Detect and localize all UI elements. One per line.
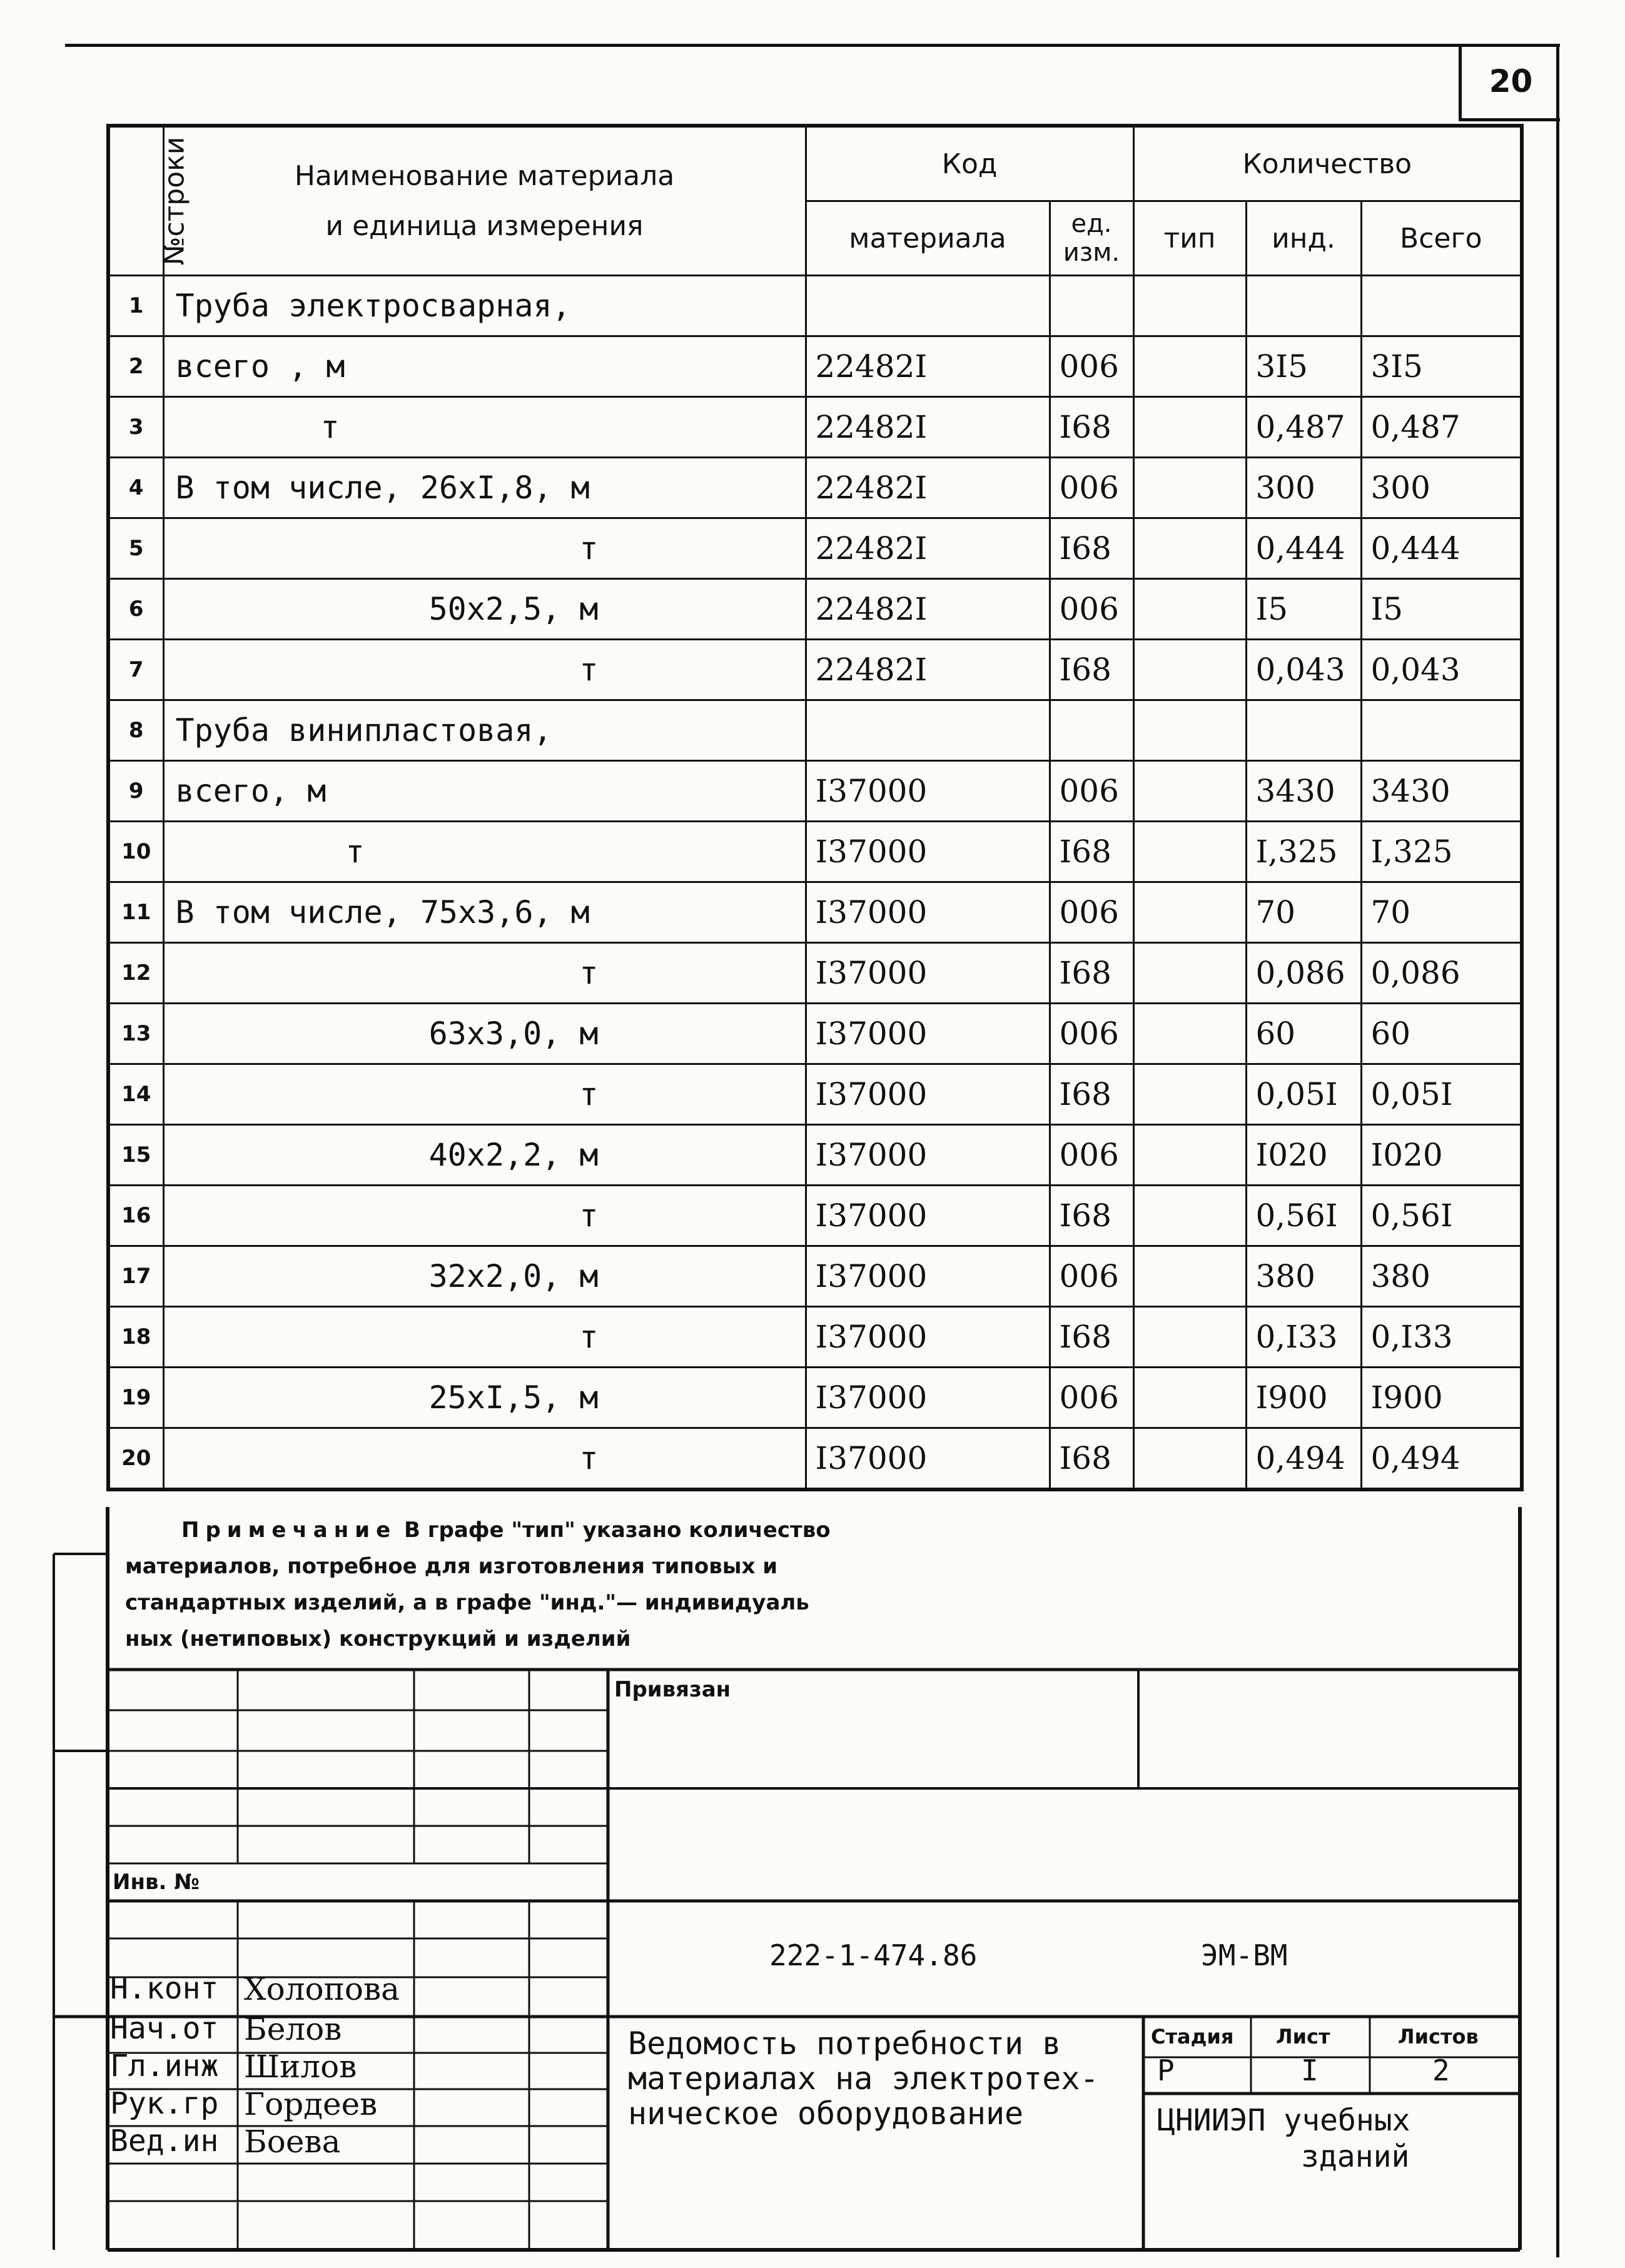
material-code: I37000 <box>806 1368 1050 1428</box>
header-name-line1: Наименование материала <box>294 159 675 192</box>
note-line1: В графе "тип" указано количество <box>403 1518 831 1543</box>
row-number: 19 <box>108 1368 163 1428</box>
quantity-individual: 3430 <box>1246 761 1361 822</box>
document-code: 222-1-474.86 <box>769 1938 978 1972</box>
signature-role: Рук.гр <box>110 2086 219 2121</box>
sheets-label: Листов <box>1398 2025 1479 2049</box>
signature-name: Гордеев <box>244 2086 378 2122</box>
sheet-label: Лист <box>1276 2025 1330 2049</box>
row-number: 10 <box>108 822 163 882</box>
material-code: I37000 <box>806 761 1050 822</box>
quantity-total: 0,I33 <box>1361 1307 1522 1368</box>
material-code: 22482I <box>806 336 1050 397</box>
material-code: 22482I <box>806 397 1050 458</box>
quantity-individual: 3I5 <box>1246 336 1361 397</box>
unit-code: I68 <box>1050 943 1133 1004</box>
quantity-individual: I5 <box>1246 579 1361 640</box>
unit-code: I68 <box>1050 518 1133 579</box>
material-code: I37000 <box>806 1004 1050 1064</box>
material-code: 22482I <box>806 640 1050 700</box>
material-code: I37000 <box>806 1064 1050 1125</box>
row-number: 5 <box>108 518 163 579</box>
header-material: материала <box>806 201 1050 276</box>
inv-number-label: Инв. № <box>113 1870 200 1895</box>
unit-code: I68 <box>1050 1428 1133 1490</box>
material-name: т <box>163 518 806 579</box>
document-title <box>628 2026 1099 2131</box>
signature-name: Шилов <box>244 2049 357 2085</box>
material-name: всего, м <box>163 761 806 822</box>
quantity-total: 0,086 <box>1361 943 1522 1004</box>
header-unit: ед. изм. <box>1050 201 1133 276</box>
unit-code: 006 <box>1050 1368 1133 1428</box>
organization-line1: ЦНИИЭП учебных <box>1157 2103 1410 2138</box>
row-number: 6 <box>108 579 163 640</box>
material-name: В том числе, 26хI,8, м <box>163 458 806 518</box>
quantity-individual: 70 <box>1246 882 1361 943</box>
material-name: 32х2,0, м <box>163 1246 806 1307</box>
row-number: 4 <box>108 458 163 518</box>
quantity-total: 380 <box>1361 1246 1522 1307</box>
material-name: т <box>163 1064 806 1125</box>
quantity-total: 0,494 <box>1361 1428 1522 1490</box>
row-number: 1 <box>108 276 163 336</box>
material-code: I37000 <box>806 822 1050 882</box>
quantity-total: 70 <box>1361 882 1522 943</box>
quantity-total: I020 <box>1361 1125 1522 1186</box>
quantity-individual: 0,086 <box>1246 943 1361 1004</box>
material-name: Труба винипластовая, <box>163 700 806 761</box>
unit-code: 006 <box>1050 1004 1133 1064</box>
header-quantity: Количество <box>1133 126 1522 201</box>
quantity-individual: 60 <box>1246 1004 1361 1064</box>
quantity-total: 0,444 <box>1361 518 1522 579</box>
quantity-individual: 0,05I <box>1246 1064 1361 1125</box>
row-number: 18 <box>108 1307 163 1368</box>
unit-code: 006 <box>1050 579 1133 640</box>
quantity-total: 0,487 <box>1361 397 1522 458</box>
quantity-total: 0,56I <box>1361 1186 1522 1246</box>
unit-code: I68 <box>1050 1064 1133 1125</box>
document-mark: ЭМ-ВМ <box>1201 1938 1288 1972</box>
quantity-total: 0,043 <box>1361 640 1522 700</box>
row-number: 15 <box>108 1125 163 1186</box>
row-number: 3 <box>108 397 163 458</box>
quantity-total: 300 <box>1361 458 1522 518</box>
material-code: 22482I <box>806 579 1050 640</box>
unit-code: 006 <box>1050 761 1133 822</box>
signature-role: Гл.инж <box>110 2049 219 2084</box>
row-number: 8 <box>108 700 163 761</box>
quantity-individual: I900 <box>1246 1368 1361 1428</box>
signature-name: Холопова <box>244 1971 400 2007</box>
material-code: I37000 <box>806 1125 1050 1186</box>
bound-label: Привязан <box>614 1677 731 1702</box>
material-code: I37000 <box>806 1307 1050 1368</box>
signature-role: Нач.от <box>110 2011 219 2046</box>
material-name: т <box>163 1428 806 1490</box>
row-number: 2 <box>108 336 163 397</box>
note-line4: ных (нетиповых) конструкций и изделий <box>125 1626 631 1651</box>
quantity-individual: 0,I33 <box>1246 1307 1361 1368</box>
stage-value: Р <box>1157 2054 1175 2087</box>
row-number: 7 <box>108 640 163 700</box>
material-name: т <box>163 943 806 1004</box>
signature-name: Белов <box>244 2011 342 2047</box>
sheet-value: I <box>1301 2054 1319 2087</box>
material-name: 25хI,5, м <box>163 1368 806 1428</box>
signature-role: Вед.ин <box>110 2124 219 2159</box>
row-number: 20 <box>108 1428 163 1490</box>
material-name: т <box>163 1307 806 1368</box>
quantity-total: 3430 <box>1361 761 1522 822</box>
material-name: Труба электросварная, <box>163 276 806 336</box>
note-title: Примечание <box>181 1518 397 1543</box>
quantity-individual: I,325 <box>1246 822 1361 882</box>
quantity-individual: 0,444 <box>1246 518 1361 579</box>
organization-line2: зданий <box>1301 2139 1410 2174</box>
document-title-line1: Ведомость потребности в <box>628 2025 1061 2062</box>
quantity-individual: 0,043 <box>1246 640 1361 700</box>
unit-code: I68 <box>1050 822 1133 882</box>
unit-code: 006 <box>1050 1125 1133 1186</box>
sheets-value: 2 <box>1432 2054 1450 2087</box>
signature-name: Боева <box>244 2124 341 2160</box>
material-name: т <box>163 822 806 882</box>
material-code: I37000 <box>806 882 1050 943</box>
sheet-number: 20 <box>1459 44 1560 121</box>
signature-role: Н.конт <box>110 1971 219 2006</box>
header-type: тип <box>1133 201 1246 276</box>
material-name: т <box>163 397 806 458</box>
quantity-individual: 0,56I <box>1246 1186 1361 1246</box>
row-number: 16 <box>108 1186 163 1246</box>
unit-code: I68 <box>1050 640 1133 700</box>
quantity-total: 0,05I <box>1361 1064 1522 1125</box>
material-name: всего , м <box>163 336 806 397</box>
quantity-individual: 380 <box>1246 1246 1361 1307</box>
unit-code: I68 <box>1050 1307 1133 1368</box>
quantity-total: 60 <box>1361 1004 1522 1064</box>
material-code: I37000 <box>806 1246 1050 1307</box>
material-name: т <box>163 640 806 700</box>
material-code: I37000 <box>806 943 1050 1004</box>
document-title-line2: материалах на электротех- <box>628 2060 1099 2097</box>
stage-label: Стадия <box>1151 2025 1234 2049</box>
row-number: 14 <box>108 1064 163 1125</box>
organization <box>1157 2102 1410 2175</box>
quantity-individual: 300 <box>1246 458 1361 518</box>
material-name: В том числе, 75х3,6, м <box>163 882 806 943</box>
unit-code: 006 <box>1050 336 1133 397</box>
material-name: 40х2,2, м <box>163 1125 806 1186</box>
document-title-line3: ническое оборудование <box>628 2095 1024 2132</box>
row-number: 17 <box>108 1246 163 1307</box>
header-individual: инд. <box>1246 201 1361 276</box>
quantity-individual: 0,487 <box>1246 397 1361 458</box>
quantity-total: I5 <box>1361 579 1522 640</box>
unit-code: 006 <box>1050 458 1133 518</box>
material-code: 22482I <box>806 458 1050 518</box>
quantity-total: I,325 <box>1361 822 1522 882</box>
header-name-line2: и единица измерения <box>325 209 644 242</box>
material-code: I37000 <box>806 1428 1050 1490</box>
quantity-total: I900 <box>1361 1368 1522 1428</box>
row-number: 9 <box>108 761 163 822</box>
header-row-number: №строки <box>108 126 163 276</box>
material-name: 63х3,0, м <box>163 1004 806 1064</box>
note-line2: материалов, потребное для изготовления типовых и <box>125 1554 778 1579</box>
quantity-total: 3I5 <box>1361 336 1522 397</box>
material-name: т <box>163 1186 806 1246</box>
quantity-individual: I020 <box>1246 1125 1361 1186</box>
unit-code: I68 <box>1050 397 1133 458</box>
material-code: I37000 <box>806 1186 1050 1246</box>
unit-code: 006 <box>1050 882 1133 943</box>
row-number: 12 <box>108 943 163 1004</box>
unit-code: 006 <box>1050 1246 1133 1307</box>
row-number: 13 <box>108 1004 163 1064</box>
header-total: Всего <box>1361 201 1522 276</box>
material-name: 50х2,5, м <box>163 579 806 640</box>
material-code: 22482I <box>806 518 1050 579</box>
unit-code: I68 <box>1050 1186 1133 1246</box>
quantity-individual: 0,494 <box>1246 1428 1361 1490</box>
header-code: Код <box>806 126 1133 201</box>
note-line3: стандартных изделий, а в графе "инд."— индивидуаль <box>125 1590 809 1615</box>
row-number: 11 <box>108 882 163 943</box>
